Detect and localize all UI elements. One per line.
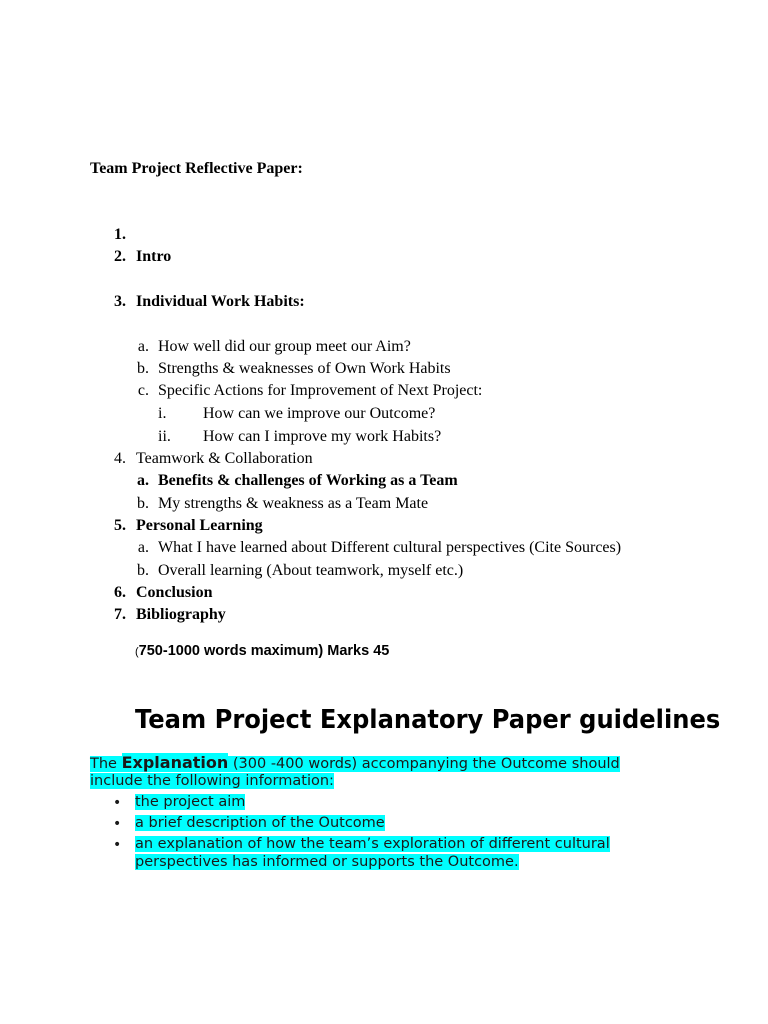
item-label-personal-learning: Personal Learning — [136, 517, 263, 534]
subitem-letter: a. — [137, 472, 149, 489]
bullet-dot: • — [113, 795, 122, 811]
subitem-label: How well did our group meet our Aim? — [158, 338, 411, 355]
roman-item-label: How can I improve my work Habits? — [203, 428, 442, 445]
subitem-letter: b. — [137, 495, 149, 512]
word-limit-paren: ( — [135, 646, 139, 658]
item-number: 6. — [114, 584, 126, 601]
item-number: 2. — [114, 248, 126, 265]
item-number: 4. — [114, 450, 126, 467]
roman-numeral: i. — [158, 405, 167, 422]
bullet-item — [135, 815, 385, 831]
bullet-dot: • — [113, 816, 122, 832]
bullet-text: the project aim — [135, 794, 246, 810]
subitem-label: Benefits & challenges of Working as a Team — [158, 472, 458, 489]
reflective-title: Team Project Reflective Paper: — [90, 160, 303, 177]
intro-line2-text: include the following information: — [90, 773, 334, 789]
subitem-letter: c. — [137, 382, 149, 399]
subitem-letter: b. — [137, 562, 149, 579]
intro-explanation-bold: Explanation — [121, 753, 229, 772]
item-label-conclusion: Conclusion — [136, 584, 213, 601]
bullet-text: a brief description of the Outcome — [135, 815, 385, 831]
item-number: 7. — [114, 606, 126, 623]
item-number: 1. — [114, 226, 126, 243]
item-number: 5. — [114, 517, 126, 534]
roman-item-label: How can we improve our Outcome? — [203, 405, 436, 422]
subitem-label: Strengths & weaknesses of Own Work Habits — [158, 360, 451, 377]
word-limit-text: 750-1000 words maximum) Marks 45 — [138, 643, 390, 659]
subitem-letter: a. — [137, 539, 149, 556]
bullet-dot: • — [113, 837, 122, 853]
subitem-letter: a. — [137, 338, 149, 355]
bullet-item — [135, 836, 610, 852]
item-label-teamwork: Teamwork & Collaboration — [136, 450, 313, 467]
bullet-text: perspectives has informed or supports the Outcome. — [135, 854, 519, 870]
bullet-item-continuation — [135, 854, 519, 870]
roman-numeral: ii. — [158, 428, 171, 445]
item-number: 3. — [114, 293, 126, 310]
subitem-letter: b. — [137, 360, 149, 377]
item-label-intro: Intro — [136, 248, 172, 265]
intro-the: The — [90, 756, 122, 772]
bullet-item — [135, 794, 245, 810]
subitem-label: My strengths & weakness as a Team Mate — [158, 495, 429, 512]
word-limit-note — [135, 642, 389, 660]
bullet-text: an explanation of how the team’s exploration of different cultural — [135, 836, 610, 852]
explanation-intro-line2 — [90, 773, 334, 789]
intro-rest: (300 -400 words) accompanying the Outcome should — [228, 756, 620, 772]
subitem-label: Overall learning (About teamwork, myself etc.) — [158, 562, 464, 579]
explanatory-title: Team Project Explanatory Paper guidelines — [135, 705, 721, 735]
subitem-label: What I have learned about Different cultural perspectives (Cite Sources) — [158, 539, 622, 556]
subitem-label: Specific Actions for Improvement of Next Project: — [158, 382, 483, 399]
explanation-intro-line1 — [90, 753, 620, 772]
item-label-bibliography: Bibliography — [136, 606, 226, 623]
item-label-work-habits: Individual Work Habits: — [136, 293, 305, 310]
